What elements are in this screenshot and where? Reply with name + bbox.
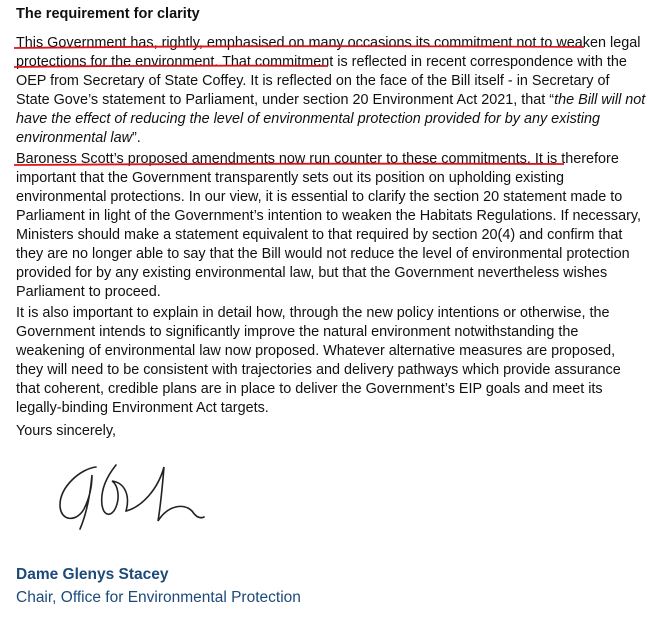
highlighted-sentence-1: This Government has, rightly, emphasised on many occasions its commitment not to weaken legal protections for the environment. <box>16 35 641 70</box>
paragraph-explain: It is also important to explain in detail how, through the new policy intentions or otherwise, the Government intends to significantly improve the natural environment notwithstanding the weakening of environmental law now proposed. Whatever alternative measures are proposed, they will need to be consistent with trajectories and delivery pathways which provide assurance that coherent, credible plans are in place to deliver the Government’s EIP goals and meet its legally-binding Environment Act targets. <box>16 305 621 416</box>
closing-salutation: Yours sincerely, <box>16 423 116 439</box>
paragraph-commitment <box>16 34 646 148</box>
paragraph-amendments <box>16 150 646 302</box>
quoted-statement: the Bill will not have the effect of reducing the level of environmental protection provided for by any existing environmental law <box>16 92 646 146</box>
signatory-name: Dame Glenys Stacey <box>16 566 169 583</box>
highlighted-sentence-2: Baroness Scott’s proposed amendments now run counter to these commitments. <box>16 151 531 167</box>
paragraph-text: That commitment is reflected in recent correspondence with the OEP from Secretary of State Coffey. It is reflected on the face of the Bill itself - in Secretary of State Gove’s statement to Parliament, under section 20 Environment Act 2021, that “ <box>16 54 627 108</box>
handwritten-signature <box>46 445 236 535</box>
paragraph-text: It is therefore important that the Government transparently sets out its position on upholding existing environmental protections. In our view, it is essential to clarify the section 20 statement made to Parliament in light of the Government’s intention to weaken the Habitats Regulations. If necessary, Ministers should make a statement equivalent to that required by section 20(4) and confirm that they are no longer able to say that the Bill would not reduce the level of environmental protection provided for by any existing environmental law, but that the Government nevertheless wishes Parliament to proceed. <box>16 151 642 300</box>
paragraph-text-end: ”. <box>131 130 141 146</box>
section-heading: The requirement for clarity <box>16 6 200 22</box>
signatory-title: Chair, Office for Environmental Protection <box>16 589 301 606</box>
